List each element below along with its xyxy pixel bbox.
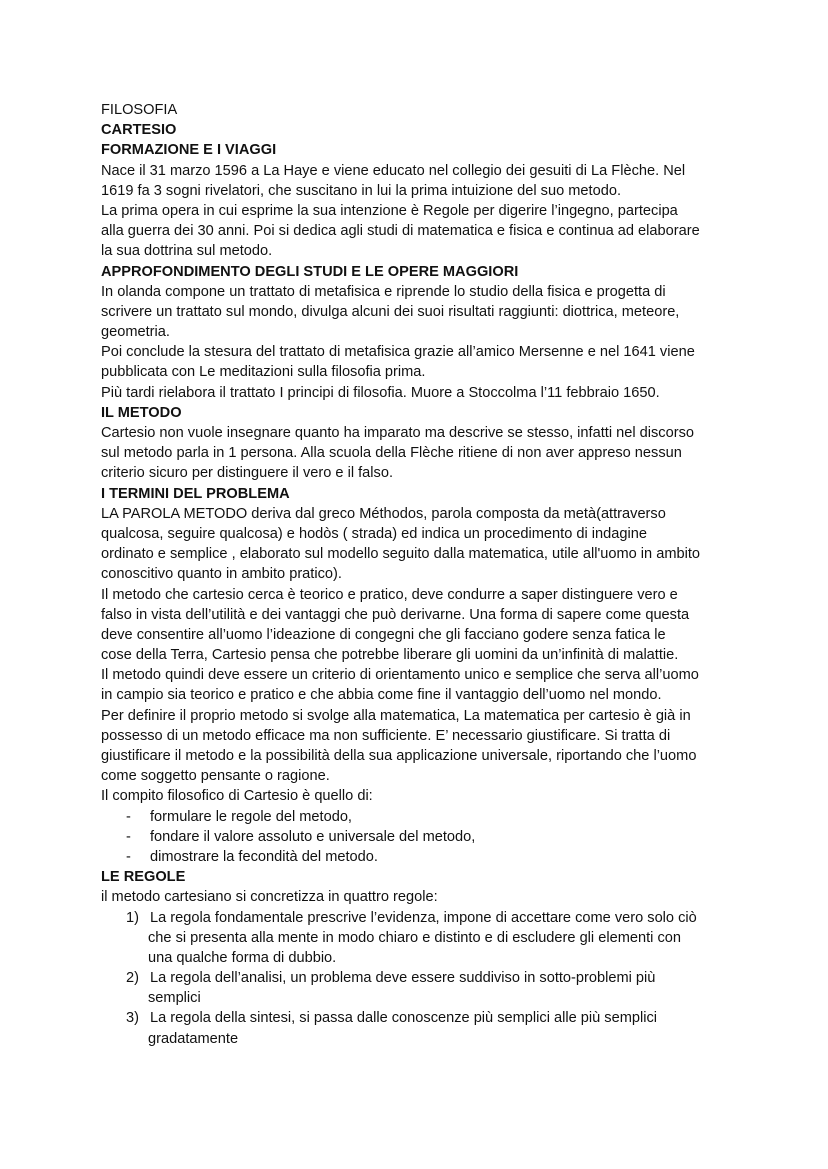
paragraph-line: Il metodo quindi deve essere un criterio di orientamento unico e semplice che serva all’uomo (101, 667, 699, 684)
paragraph-line: geometria. (101, 324, 170, 341)
paragraph-line: Il metodo che cartesio cerca è teorico e pratico, deve condurre a saper distinguere vero e (101, 586, 678, 603)
numbered-item-text: La regola della sintesi, si passa dalle conoscenze più semplici alle più semplici (150, 1010, 657, 1027)
numbered-item-line (101, 988, 700, 1008)
paragraph-line: In olanda compone un trattato di metafisica e riprende lo studio della fisica e progetta di (101, 283, 666, 300)
bullet-marker: - (126, 808, 131, 825)
bullet-item (101, 847, 700, 867)
paragraph-line: La prima opera in cui esprime la sua intenzione è Regole per digerire l’ingegno, partecipa (101, 202, 678, 219)
subject-heading: CARTESIO (101, 122, 177, 139)
paragraph-line: conoscitivo quanto in ambito pratico). (101, 566, 342, 583)
section-heading: I TERMINI DEL PROBLEMA (101, 485, 290, 502)
paragraph-line: giustificare il metodo e la possibilità della sua applicazione universale, riportando che l’uomo (101, 748, 697, 764)
numbered-item-text: che si presenta alla mente in modo chiaro e distinto e di escludere gli elementi con (148, 929, 681, 946)
numbered-item-text: gradatamente (148, 1030, 239, 1047)
document-page (101, 100, 700, 1049)
paragraph-line: la sua dottrina sul metodo. (101, 243, 273, 260)
paragraph-line: come soggetto pensante o ragione. (101, 768, 330, 785)
paragraph-line: 1619 fa 3 sogni rivelatori, che suscitano in lui la prima intuizione del suo metodo. (101, 182, 621, 199)
bullet-item (101, 827, 700, 847)
paragraph-line: pubblicata con Le meditazioni sulla filosofia prima. (101, 364, 426, 381)
numbered-item-text: una qualche forma di dubbio. (148, 949, 337, 966)
number-marker: 2) (126, 970, 139, 987)
paragraph-line: Più tardi rielabora il trattato I principi di filosofia. Muore a Stoccolma l’11 febbraio 1650. (101, 384, 660, 401)
section-heading: IL METODO (101, 404, 182, 421)
paragraph-line: Poi conclude la stesura del trattato di metafisica grazie all’amico Mersenne e nel 1641 viene (101, 344, 695, 361)
paragraph-line: qualcosa, seguire qualcosa) e hodòs ( strada) ed indica un procedimento di indagine (101, 525, 647, 542)
paragraph-line: falso in vista dell’utilità e dei vantaggi che può derivarne. Una forma di sapere come questa (101, 606, 690, 623)
paragraph-line: Il compito filosofico di Cartesio è quello di: (101, 788, 373, 805)
bullet-item (101, 807, 700, 827)
paragraph-line: cose della Terra, Cartesio pensa che potrebbe liberare gli uomini da un’infinità di malattie. (101, 647, 679, 664)
section-heading: LE REGOLE (101, 869, 186, 886)
numbered-item-line (101, 928, 700, 948)
section-heading: FORMAZIONE E I VIAGGI (101, 142, 277, 159)
paragraph-line: alla guerra dei 30 anni. Poi si dedica agli studi di matematica e fisica e continua ad elaborare (101, 223, 700, 240)
bullet-text: fondare il valore assoluto e universale del metodo, (150, 828, 476, 845)
numbered-item-line (101, 908, 700, 928)
number-marker: 1) (126, 909, 139, 926)
paragraph-line: in campio sia teorico e pratico e che abbia come fine il vantaggio dell’uomo nel mondo. (101, 687, 662, 704)
paragraph-line: ordinato e semplice , elaborato sul modello seguito dalla matematica, utile all'uomo in ambito (101, 546, 701, 563)
number-marker: 3) (126, 1010, 139, 1027)
numbered-item-text: La regola fondamentale prescrive l’evidenza, impone di accettare come vero solo ciò (150, 909, 697, 926)
bullet-marker: - (126, 848, 131, 865)
paragraph-line: LA PAROLA METODO deriva dal greco Méthodos, parola composta da metà(attraverso (101, 505, 666, 522)
numbered-item-line (101, 1029, 700, 1049)
numbered-item-line (101, 1008, 700, 1028)
paragraph-line: scrivere un trattato sul mondo, divulga alcuni dei suoi risultati raggiunti: diottrica, meteore, (101, 303, 680, 320)
bullet-marker: - (126, 828, 131, 845)
paragraph-line: Cartesio non vuole insegnare quanto ha imparato ma descrive se stesso, infatti nel discorso (101, 425, 694, 441)
paragraph-line: possesso di un metodo efficace ma non sufficiente. E’ necessario giustificare. Si tratta di (101, 727, 671, 744)
numbered-item-line (101, 968, 700, 988)
paragraph-line: criterio sicuro per distinguere il vero e il falso. (101, 465, 393, 482)
numbered-item-text: semplici (148, 990, 201, 1007)
section-heading: APPROFONDIMENTO DEGLI STUDI E LE OPERE MAGGIORI (101, 263, 519, 280)
paragraph-line: deve consentire all’uomo l’ideazione di congegni che gli facciano godere senza fatica le (101, 626, 666, 643)
paragraph-line: sul metodo parla in 1 persona. Alla scuola della Flèche ritiene di non aver appreso nessun (101, 445, 682, 462)
bullet-text: dimostrare la fecondità del metodo. (150, 848, 378, 865)
paragraph-line: Nace il 31 marzo 1596 a La Haye e viene educato nel collegio dei gesuiti di La Flèche. Nel (101, 162, 686, 179)
numbered-item-text: La regola dell’analisi, un problema deve essere suddiviso in sotto-problemi più (150, 970, 656, 987)
bullet-text: formulare le regole del metodo, (150, 808, 352, 825)
paragraph-line: Per definire il proprio metodo si svolge alla matematica, La matematica per cartesio è già in (101, 707, 691, 724)
paragraph-line: il metodo cartesiano si concretizza in quattro regole: (101, 889, 438, 906)
numbered-item-line (101, 948, 700, 968)
document-title: FILOSOFIA (101, 102, 178, 118)
